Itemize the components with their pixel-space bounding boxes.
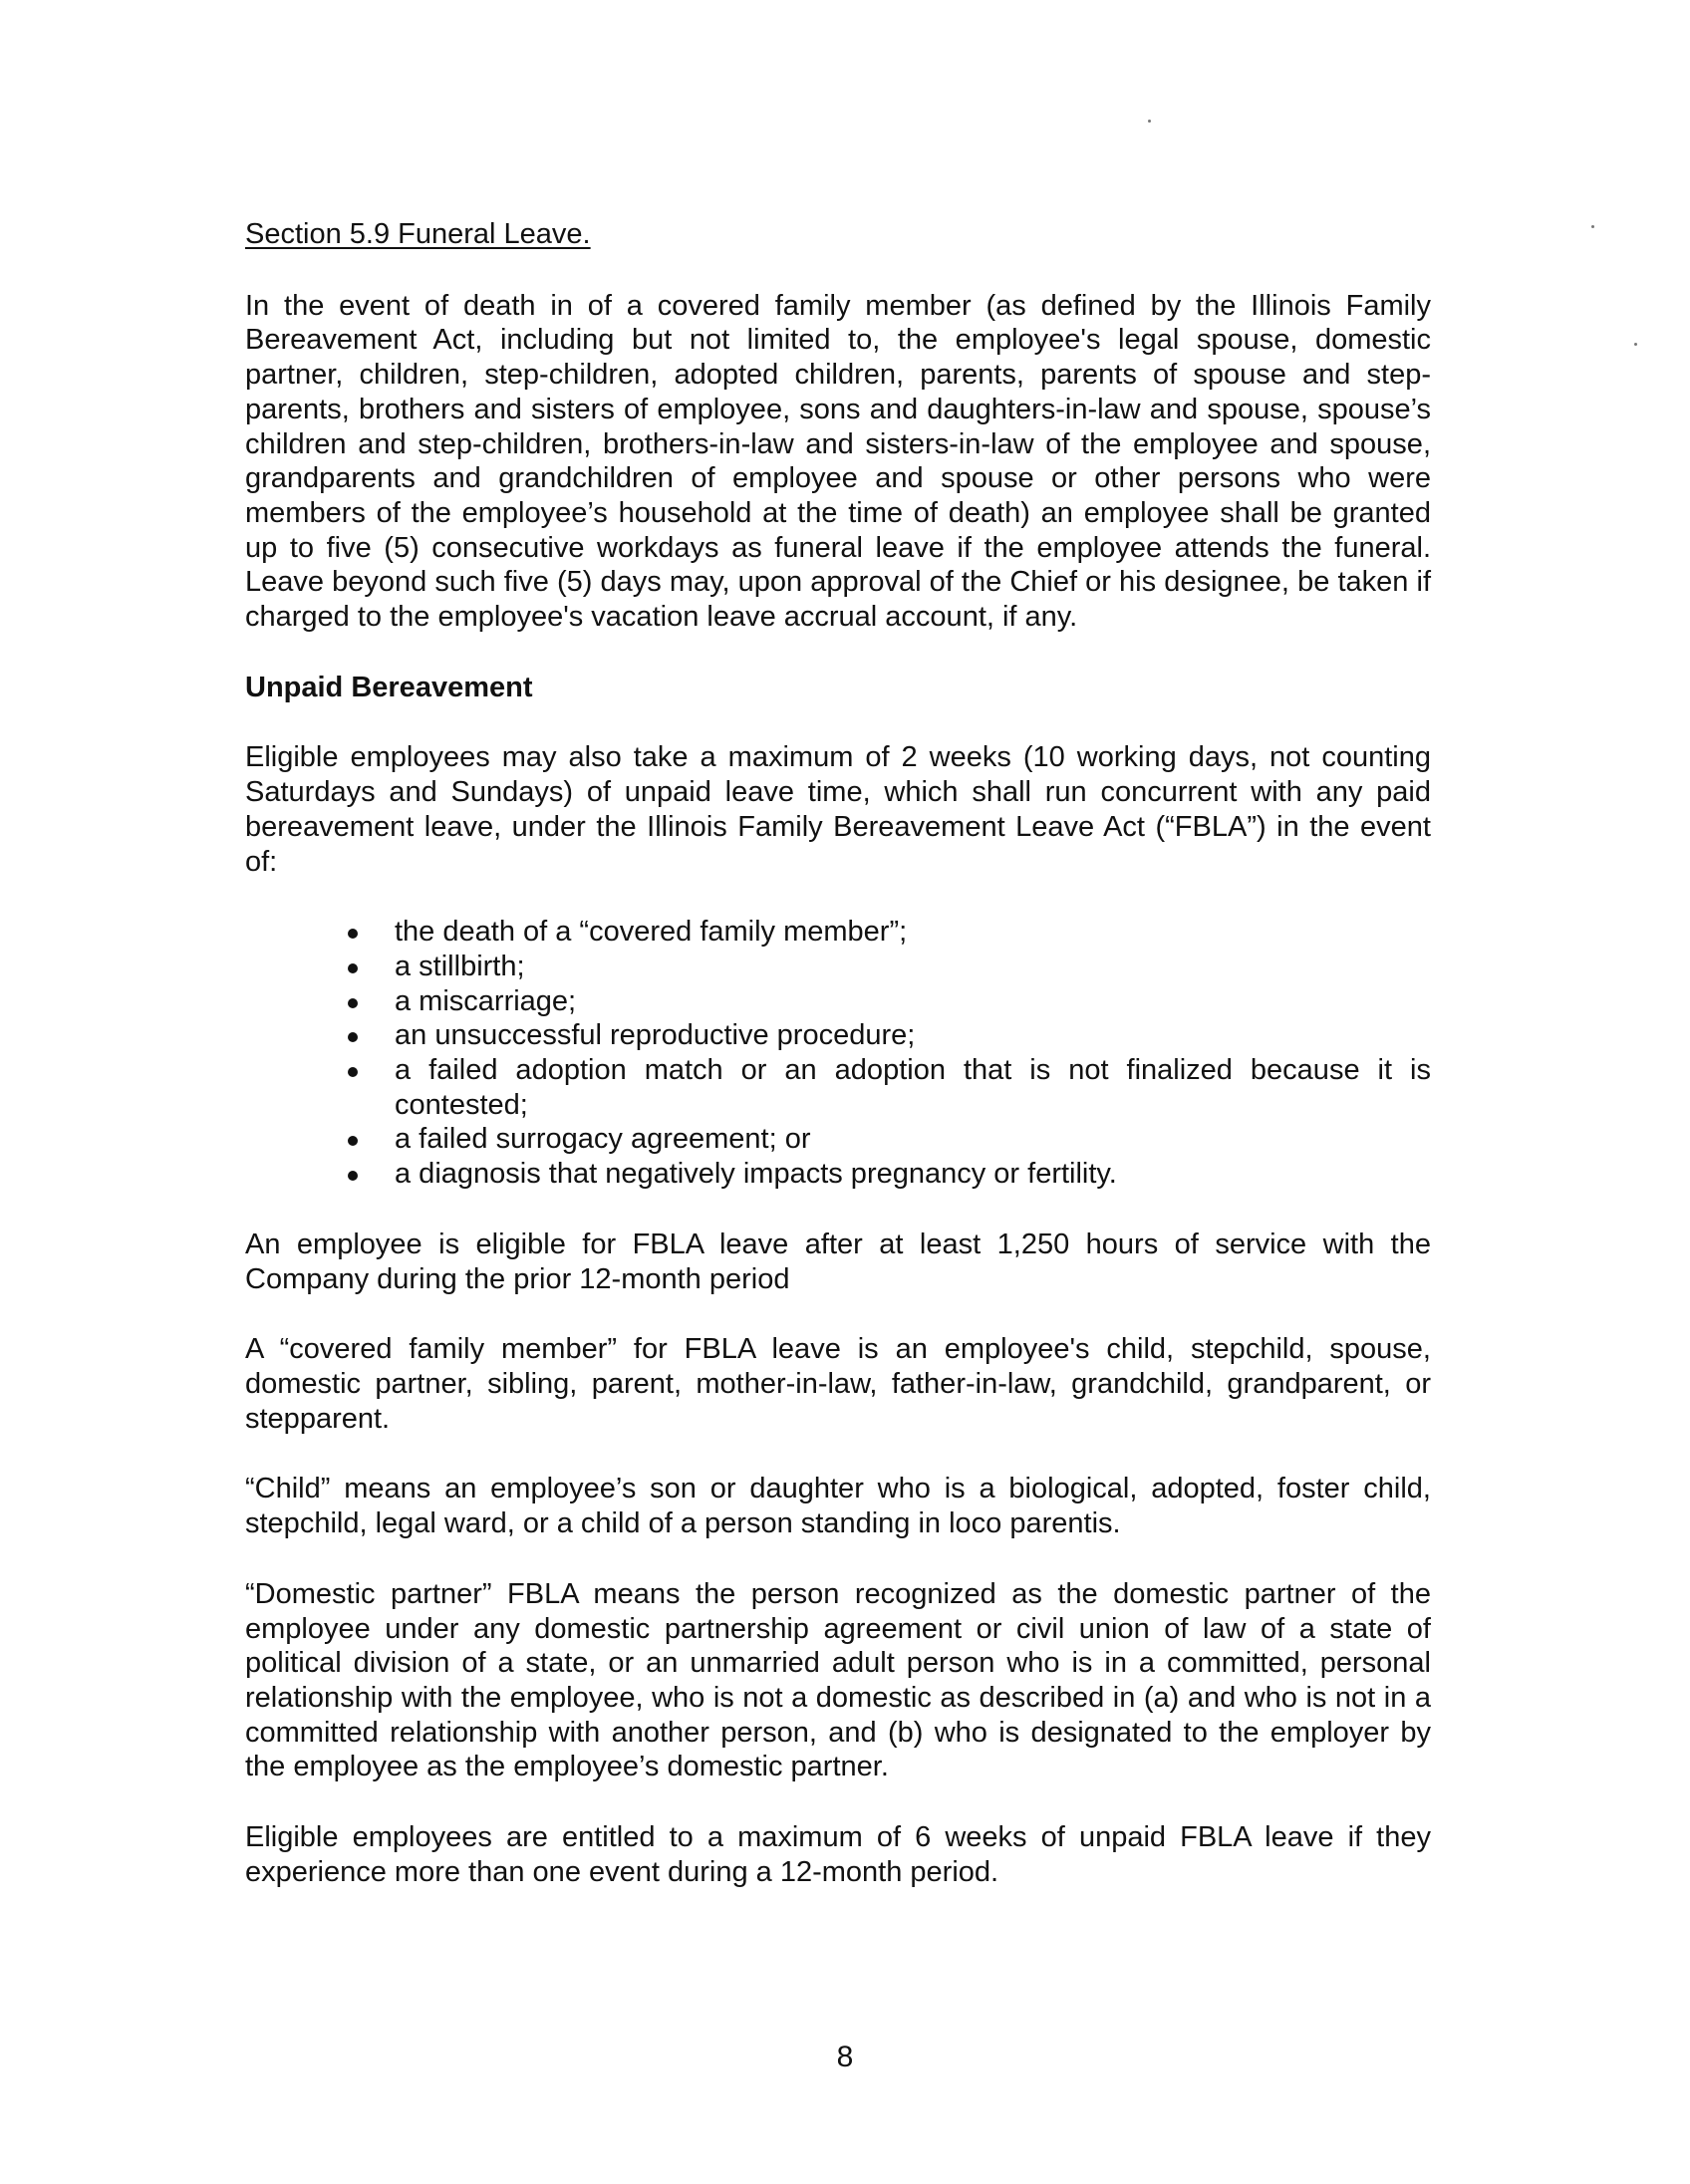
intro-paragraph: In the event of death in of a covered family member (as defined by the Illinois Family Bereavement Act, including but not limited to, the employee's legal spouse, domestic partner, children, step-children, adopted children, parents, parents of spouse and step-parents, brothers and sisters of employee, sons and daughters-in-law and spouse, spouse’s children and step-children, brothers-in-law and sisters-in-law of the employee and spouse, grandparents and grandchildren of employee and spouse or other persons who were members of the employee’s household at the time of death) an employee shall be granted up to five (5) consecutive workdays as funeral leave if the employee attends the funeral. Leave beyond such five (5) days may, upon approval of the Chief or his designee, be taken if charged to the employee's vacation leave accrual account, if any. xyxy=(245,289,1431,634)
list-item: the death of a “covered family member”; xyxy=(245,915,1431,950)
list-item: a failed adoption match or an adoption that is not finalized because it is contested; xyxy=(245,1053,1431,1122)
list-item: an unsuccessful reproductive procedure; xyxy=(245,1018,1431,1053)
hours-paragraph: An employee is eligible for FBLA leave after at least 1,250 hours of service with the Company during the prior 12-month period xyxy=(245,1228,1431,1295)
child-definition-paragraph: “Child” means an employee’s son or daughter who is a biological, adopted, foster child, stepchild, legal ward, or a child of a person standing in loco parentis. xyxy=(245,1473,1431,1540)
section-title: Section 5.9 Funeral Leave. xyxy=(245,218,591,250)
list-item: a stillbirth; xyxy=(245,950,1431,984)
list-item: a failed surrogacy agreement; or xyxy=(245,1122,1431,1157)
maximum-leave-paragraph: Eligible employees are entitled to a maximum of 6 weeks of unpaid FBLA leave if they experience more than one event during a 12-month period. xyxy=(245,1821,1431,1888)
page-number: 8 xyxy=(836,2041,854,2073)
scan-speck xyxy=(1148,120,1151,123)
unpaid-bereavement-heading: Unpaid Bereavement xyxy=(245,671,533,703)
scan-speck xyxy=(1634,343,1637,346)
domestic-partner-paragraph: “Domestic partner” FBLA means the person recognized as the domestic partner of the employee under any domestic partnership agreement or civil union of law of a state of political division of a state, or an unmarried adult person who is in a committed, personal relationship with the employee, who is not a domestic as described in (a) and who is not in a committed relationship with another person, and (b) who is designated to the employer by the employee as the employee’s domestic partner. xyxy=(245,1577,1431,1783)
event-list xyxy=(245,915,1431,1192)
list-item: a diagnosis that negatively impacts pregnancy or fertility. xyxy=(245,1157,1431,1192)
eligibility-paragraph: Eligible employees may also take a maximum of 2 weeks (10 working days, not counting Saturdays and Sundays) of unpaid leave time, which shall run concurrent with any paid bereavement leave, under the Illinois Family Bereavement Leave Act (“FBLA”) in the event of: xyxy=(245,741,1431,878)
list-item: a miscarriage; xyxy=(245,984,1431,1019)
document-body xyxy=(245,217,1431,1925)
scan-speck xyxy=(1591,225,1594,228)
covered-family-paragraph: A “covered family member” for FBLA leave is an employee's child, stepchild, spouse, domestic partner, sibling, parent, mother-in-law, father-in-law, grandchild, grandparent, or stepparent. xyxy=(245,1333,1431,1435)
